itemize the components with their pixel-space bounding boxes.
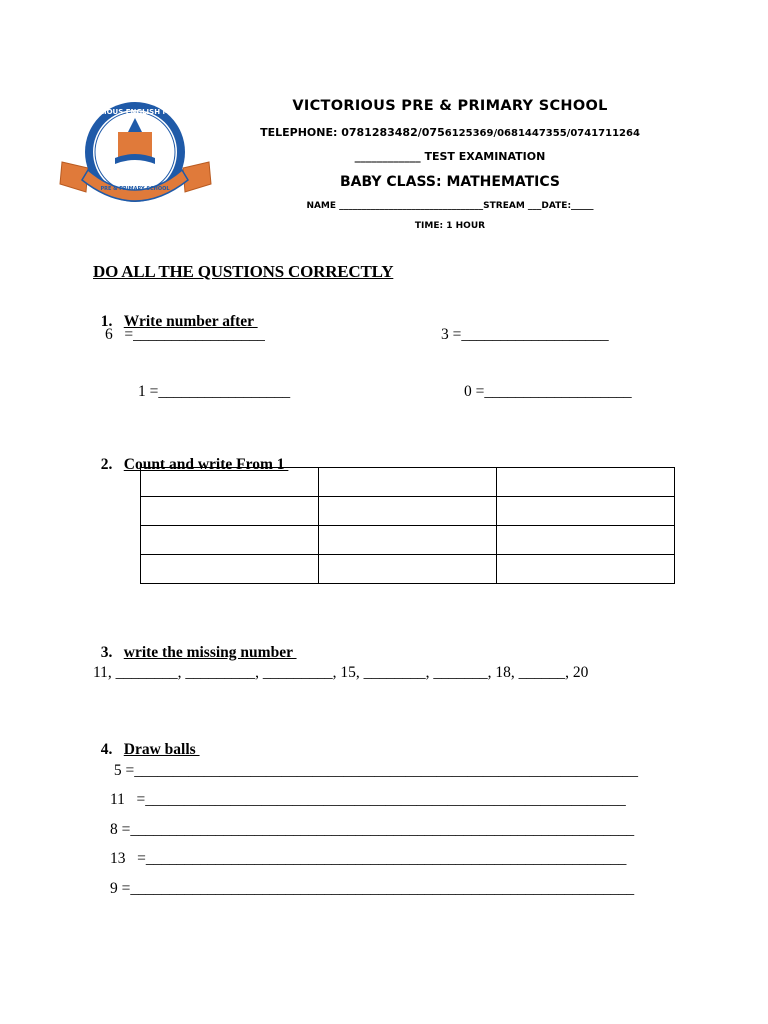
grid-row — [141, 497, 675, 526]
answer-line: 8 =_________________________________________________________________ — [110, 821, 635, 838]
telephone — [230, 126, 670, 139]
counting-grid — [140, 467, 675, 584]
question-3-heading — [93, 626, 297, 662]
question-number: 4. — [100, 741, 113, 758]
answer-line: 0 =___________________ — [464, 383, 632, 400]
logo-text-top: VICTORIOUS ENGLISH MEDIUM — [74, 108, 196, 116]
grid-cell — [141, 555, 319, 584]
answer-line: 1 =_________________ — [138, 383, 291, 400]
exam-title: ____________ TEST EXAMINATION — [354, 150, 546, 163]
grid-cell — [319, 555, 497, 584]
grid-cell — [141, 497, 319, 526]
question-title: Draw balls — [123, 741, 200, 758]
exam-time: TIME: 1 HOUR — [414, 221, 486, 231]
answer-line: 9 =_________________________________________________________________ — [110, 880, 635, 897]
question-title: Count and write From 1 — [123, 456, 289, 473]
grid-cell — [319, 497, 497, 526]
answer-line: 5 =_________________________________________________________________ — [110, 762, 638, 779]
logo-text-bottom: PRE & PRIMARY SCHOOL — [100, 186, 170, 192]
grid-cell — [319, 468, 497, 497]
question-4-heading — [93, 723, 200, 759]
grid-cell — [141, 468, 319, 497]
grid-row — [141, 468, 675, 497]
grid-cell — [141, 526, 319, 555]
telephone-rest: 6125369/0681447355/0741711264 — [444, 128, 640, 139]
grid-cell — [497, 555, 675, 584]
question-number: 3. — [100, 644, 113, 661]
grid-row — [141, 555, 675, 584]
answer-line: 6 =_________________ — [105, 326, 265, 343]
answer-line: 3 =___________________ — [441, 326, 609, 343]
grid-row — [141, 526, 675, 555]
grid-cell — [319, 526, 497, 555]
name-stream-date: NAME ________________________________STREAM ___DATE:_____ — [306, 201, 594, 211]
missing-number-sequence: 11, ________, _________, _________, 15, ________, _______, 18, ______, 20 — [93, 664, 589, 681]
class-subject: BABY CLASS: MATHEMATICS — [339, 174, 561, 190]
grid-cell — [497, 497, 675, 526]
school-name: VICTORIOUS PRE & PRIMARY SCHOOL — [292, 98, 608, 114]
school-crest-logo — [58, 100, 213, 210]
answer-line: 11 =______________________________________________________________ — [110, 791, 626, 808]
answer-line: 13 =______________________________________________________________ — [110, 850, 627, 867]
telephone-prefix: TELEPHONE: 0781283482/075 — [260, 126, 445, 139]
question-number: 2. — [100, 456, 113, 473]
instruction: DO ALL THE QUSTIONS CORRECTLY — [93, 262, 394, 281]
grid-cell — [497, 468, 675, 497]
question-number: 1. — [100, 313, 113, 330]
question-title: write the missing number — [123, 644, 297, 661]
question-title: Write number after — [123, 313, 258, 330]
grid-cell — [497, 526, 675, 555]
